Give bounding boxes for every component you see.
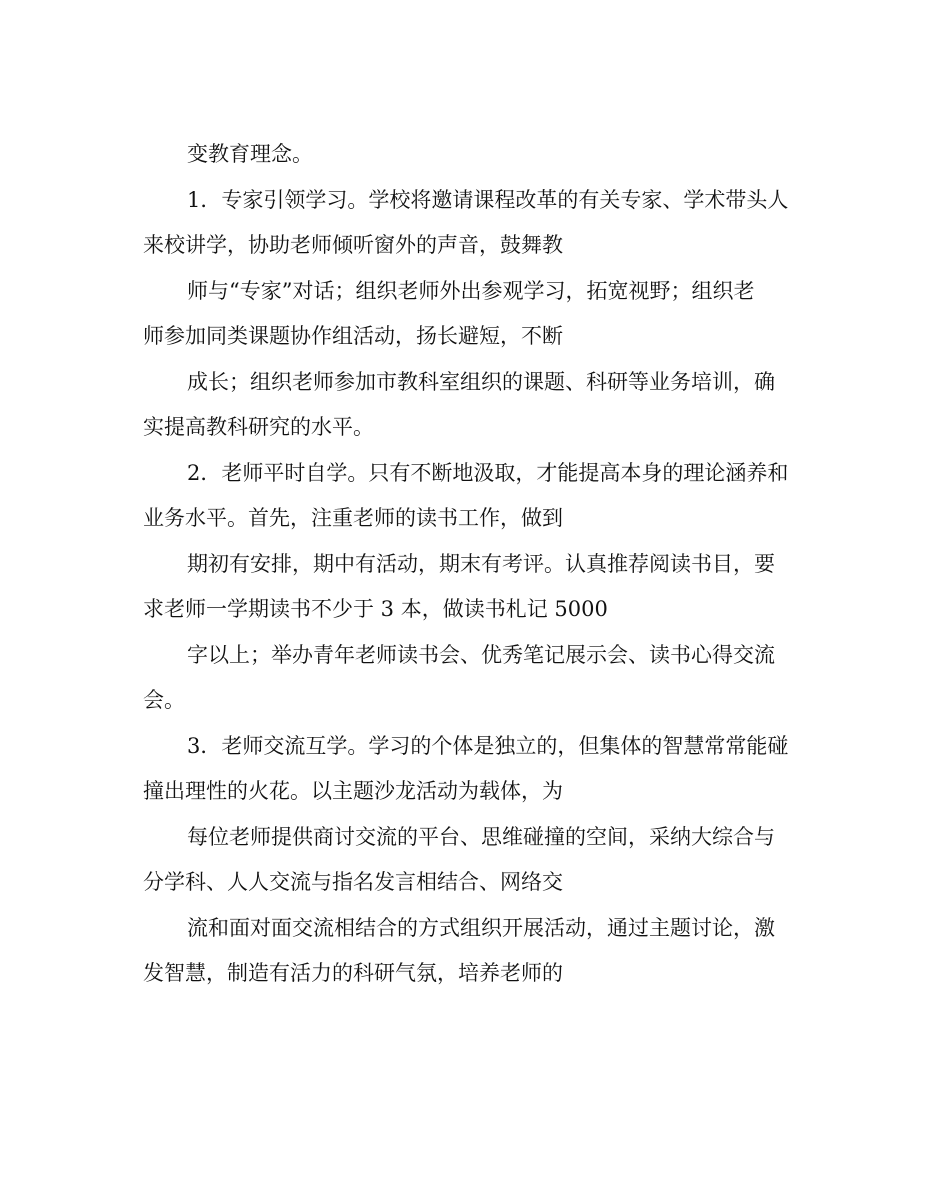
paragraph: 1．专家引领学习。学校将邀请课程改革的有关专家、学术带头人 来校讲学，协助老师倾听窗外的声音，鼓舞教 [143, 187, 789, 257]
paragraph: 字以上；举办青年老师读书会、优秀笔记展示会、读书心得交流 会。 [143, 642, 775, 712]
paragraph: 成长；组织老师参加市教科室组织的课题、科研等业务培训，确 实提高教科研究的水平。 [143, 369, 775, 439]
paragraph: 3．老师交流互学。学习的个体是独立的，但集体的智慧常常能碰 撞出理性的火花。以主题沙龙活动为载体，为 [143, 733, 789, 803]
paragraph: 变教育理念。 [187, 142, 313, 166]
paragraph: 2．老师平时自学。只有不断地汲取，才能提高本身的理论涵养和 业务水平。首先，注重老师的读书工作，做到 [143, 460, 789, 530]
paragraph: 每位老师提供商讨交流的平台、思维碰撞的空间，采纳大综合与 分学科、人人交流与指名发言相结合、网络交 [143, 824, 775, 894]
document-body [143, 132, 811, 997]
paragraph: 师与“专家”对话；组织老师外出参观学习，拓宽视野；组织老 师参加同类课题协作组活动，扬长避短，不断 [143, 278, 755, 348]
paragraph: 期初有安排，期中有活动，期末有考评。认真推荐阅读书目，要 求老师一学期读书不少于 3 本，做读书札记 5000 [143, 551, 775, 621]
paragraph: 流和面对面交流相结合的方式组织开展活动，通过主题讨论，激 发智慧，制造有活力的科研气氛，培养老师的 [143, 915, 775, 985]
